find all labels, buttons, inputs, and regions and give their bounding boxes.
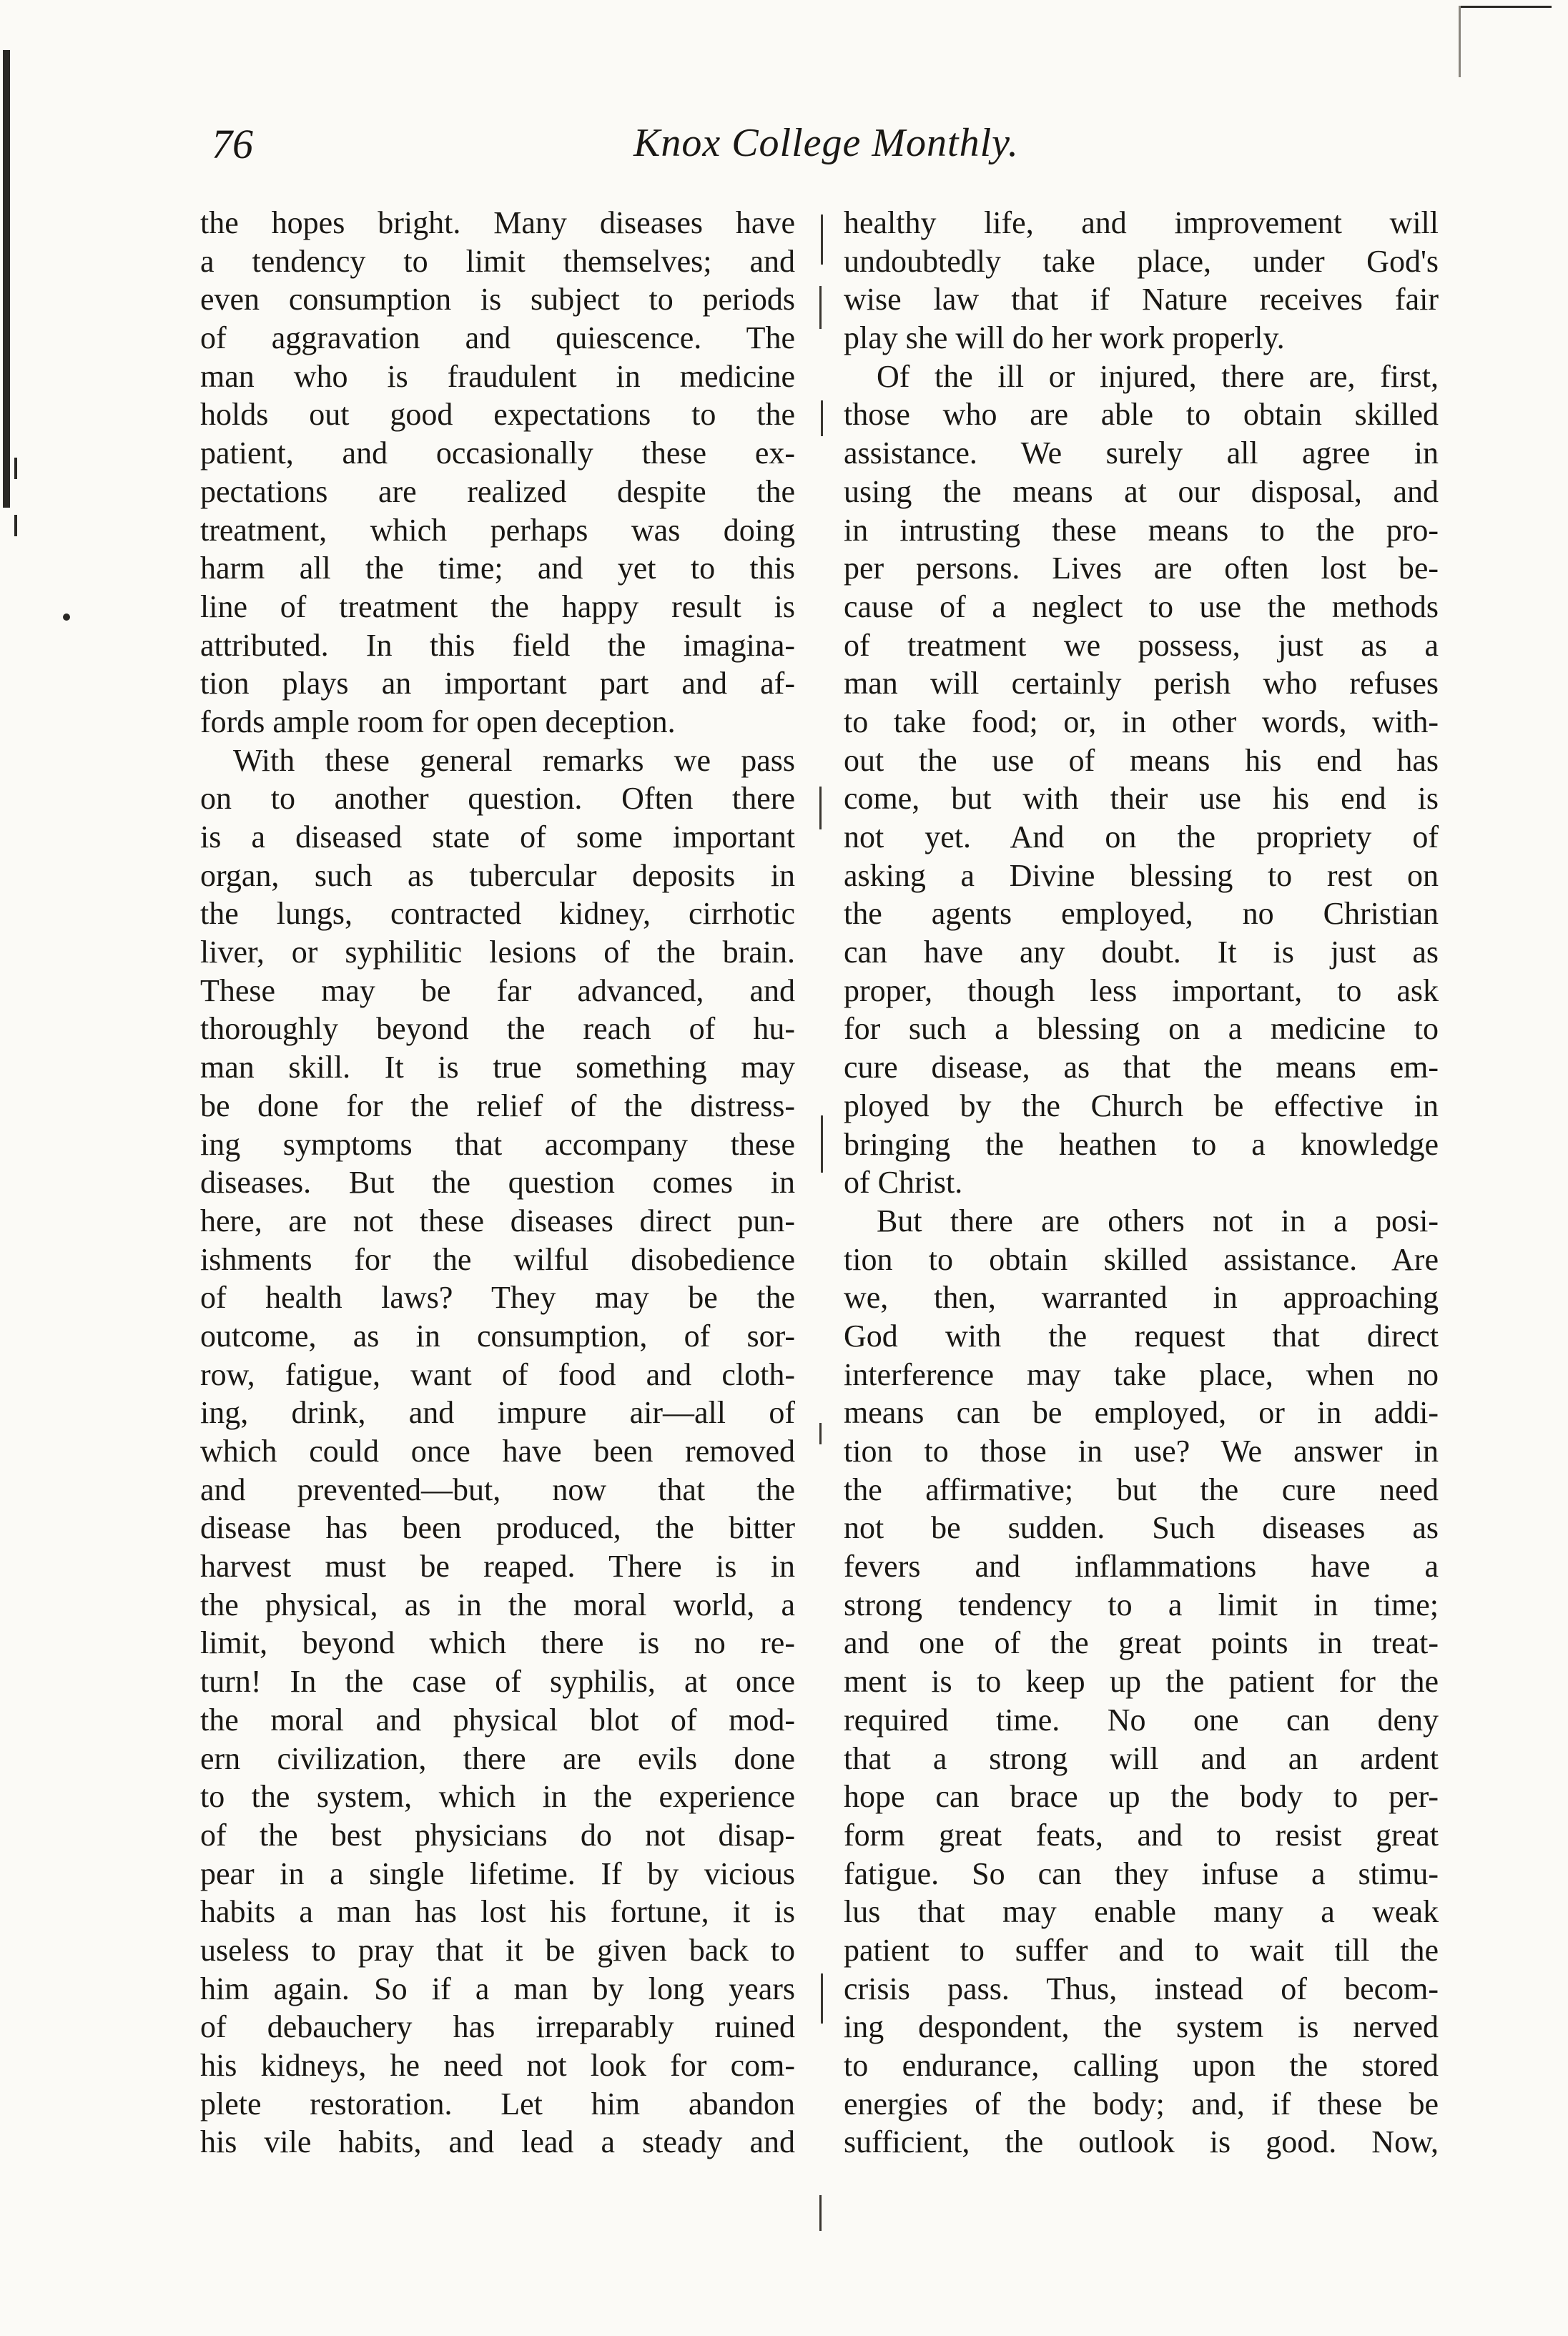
text-line: useless to pray that it be given back to [200,1932,795,1968]
text-line: These may be far advanced, and [200,972,795,1008]
text-line: sufficient, the outlook is good. Now, [844,2124,1439,2160]
left-text-column [200,204,795,2162]
text-line: healthy life, and improvement will [844,205,1439,240]
text-line: the hopes bright. Many diseases have [200,205,795,240]
text-line: is a diseased state of some important [200,819,795,854]
text-line: means can be employed, or in addi- [844,1395,1439,1431]
text-line: be done for the relief of the distress- [200,1088,795,1123]
text-line: undoubtedly take place, under God's [844,243,1439,279]
text-line: the lungs, contracted kidney, cirrhotic [200,896,795,932]
page-header [212,120,1427,184]
text-line: not be sudden. Such diseases as [844,1510,1439,1546]
text-line: which could once have been removed [200,1434,795,1469]
text-line: disease has been produced, the bitter [200,1510,795,1546]
right-text-column [844,204,1439,2162]
text-line: harm all the time; and yet to this [200,551,795,586]
text-line: habits a man has lost his fortune, it is [200,1894,795,1930]
text-line: come, but with their use his end is [844,781,1439,817]
text-line: crisis pass. Thus, instead of becom- [844,1971,1439,2006]
text-line: patient, and occasionally these ex- [200,435,795,471]
text-line: liver, or syphilitic lesions of the brain. [200,935,795,970]
text-line: ing, drink, and impure air—all of [200,1395,795,1431]
text-line: bringing the heathen to a knowledge [844,1126,1439,1162]
text-line: turn! In the case of syphilis, at once [200,1664,795,1700]
column-gutter-mark [821,215,823,265]
text-line: Of the ill or injured, there are, first, [877,358,1439,394]
text-line: for such a blessing on a medicine to [844,1011,1439,1047]
text-line: attributed. In this field the imagina- [200,627,795,663]
text-line: God with the request that direct [844,1318,1439,1354]
text-line: form great feats, and to resist great [844,1817,1439,1853]
text-line: per persons. Lives are often lost be- [844,551,1439,586]
text-line: the affirmative; but the cure need [844,1472,1439,1507]
text-line: of health laws? They may be the [200,1280,795,1316]
scan-dot [63,613,70,621]
text-line: of treatment we possess, just as a [844,627,1439,663]
text-line: plete restoration. Let him abandon [200,2086,795,2121]
text-line: lus that may enable many a weak [844,1894,1439,1930]
text-line: cause of a neglect to use the methods [844,588,1439,624]
text-line: But there are others not in a posi- [877,1203,1439,1238]
scan-corner-line [1459,6,1461,77]
text-line: fords ample room for open deception. [200,704,676,739]
column-gutter-mark [819,1423,822,1444]
text-line: fevers and inflammations have a [844,1549,1439,1585]
text-line: energies of the body; and, if these be [844,2086,1439,2121]
text-line: that a strong will and an ardent [844,1740,1439,1776]
text-line: can have any doubt. It is just as [844,935,1439,970]
running-title: Knox College Monthly. [633,121,1019,165]
text-line: man who is fraudulent in medicine [200,358,795,394]
text-line: ing symptoms that accompany these [200,1126,795,1162]
text-line: With these general remarks we pass [233,742,795,778]
text-line: strong tendency to a limit in time; [844,1587,1439,1622]
text-line: even consumption is subject to periods [200,282,795,317]
text-line: limit, beyond which there is no re- [200,1625,795,1661]
text-line: play she will do her work properly. [844,320,1285,356]
text-line: ing despondent, the system is nerved [844,2009,1439,2045]
column-gutter-mark [821,1973,823,2024]
text-line: interference may take place, when no [844,1356,1439,1392]
text-line: fatigue. So can they infuse a stimu- [844,1856,1439,1891]
text-line: on to another question. Often there [200,781,795,817]
text-line: to the system, which in the experience [200,1779,795,1815]
text-line: man will certainly perish who refuses [844,666,1439,701]
text-line: ment is to keep up the patient for the [844,1664,1439,1700]
text-line: out the use of means his end has [844,742,1439,778]
text-line: ployed by the Church be effective in [844,1088,1439,1123]
text-line: in intrusting these means to the pro- [844,512,1439,548]
text-line: proper, though less important, to ask [844,972,1439,1008]
scan-speck-left [14,458,17,479]
column-gutter-mark [821,1115,823,1173]
text-line: using the means at our disposal, and [844,473,1439,509]
text-line: tion plays an important part and af- [200,666,795,701]
text-line: a tendency to limit themselves; and [200,243,795,279]
text-line: of aggravation and quiescence. The [200,320,795,356]
page-number: 76 [212,121,253,167]
text-line: ishments for the wilful disobedience [200,1241,795,1277]
column-gutter-mark [819,787,822,829]
text-line: wise law that if Nature receives fair [844,282,1439,317]
text-line: and prevented—but, now that the [200,1472,795,1507]
text-line: holds out good expectations to the [200,397,795,433]
text-line: of debauchery has irreparably ruined [200,2009,795,2045]
scan-corner-line [1459,6,1552,8]
column-gutter-mark [821,400,823,436]
text-line: man skill. It is true something may [200,1050,795,1085]
text-line: hope can brace up the body to per- [844,1779,1439,1815]
text-line: line of treatment the happy result is [200,588,795,624]
text-line: the agents employed, no Christian [844,896,1439,932]
text-line: patient to suffer and to wait till the [844,1932,1439,1968]
text-line: organ, such as tubercular deposits in [200,857,795,893]
text-line: here, are not these diseases direct pun- [200,1203,795,1238]
text-line: outcome, as in consumption, of sor- [200,1318,795,1354]
text-line: diseases. But the question comes in [200,1165,795,1201]
column-gutter-mark [819,2195,822,2231]
scan-edge-mark-left [3,50,10,508]
text-line: tion to obtain skilled assistance. Are [844,1241,1439,1277]
text-line: his kidneys, he need not look for com- [200,2048,795,2083]
text-line: pectations are realized despite the [200,473,795,509]
text-line: the moral and physical blot of mod- [200,1702,795,1738]
text-line: harvest must be reaped. There is in [200,1549,795,1585]
text-line: of the best physicians do not disap- [200,1817,795,1853]
text-line: asking a Divine blessing to rest on [844,857,1439,893]
column-gutter-mark [819,286,822,329]
text-line: those who are able to obtain skilled [844,397,1439,433]
text-line: him again. So if a man by long years [200,1971,795,2006]
text-line: thoroughly beyond the reach of hu- [200,1011,795,1047]
text-line: treatment, which perhaps was doing [200,512,795,548]
text-line: his vile habits, and lead a steady and [200,2124,795,2160]
text-line: required time. No one can deny [844,1702,1439,1738]
text-line: cure disease, as that the means em- [844,1050,1439,1085]
text-line: the physical, as in the moral world, a [200,1587,795,1622]
text-line: row, fatigue, want of food and cloth- [200,1356,795,1392]
text-line: ern civilization, there are evils done [200,1740,795,1776]
text-line: of Christ. [844,1165,963,1201]
text-line: to take food; or, in other words, with- [844,704,1439,739]
text-line: pear in a single lifetime. If by vicious [200,1856,795,1891]
text-line: to endurance, calling upon the stored [844,2048,1439,2083]
text-line: we, then, warranted in approaching [844,1280,1439,1316]
text-line: and one of the great points in treat- [844,1625,1439,1661]
text-line: assistance. We surely all agree in [844,435,1439,471]
scan-speck-left [14,515,17,536]
text-line: tion to those in use? We answer in [844,1434,1439,1469]
text-line: not yet. And on the propriety of [844,819,1439,854]
